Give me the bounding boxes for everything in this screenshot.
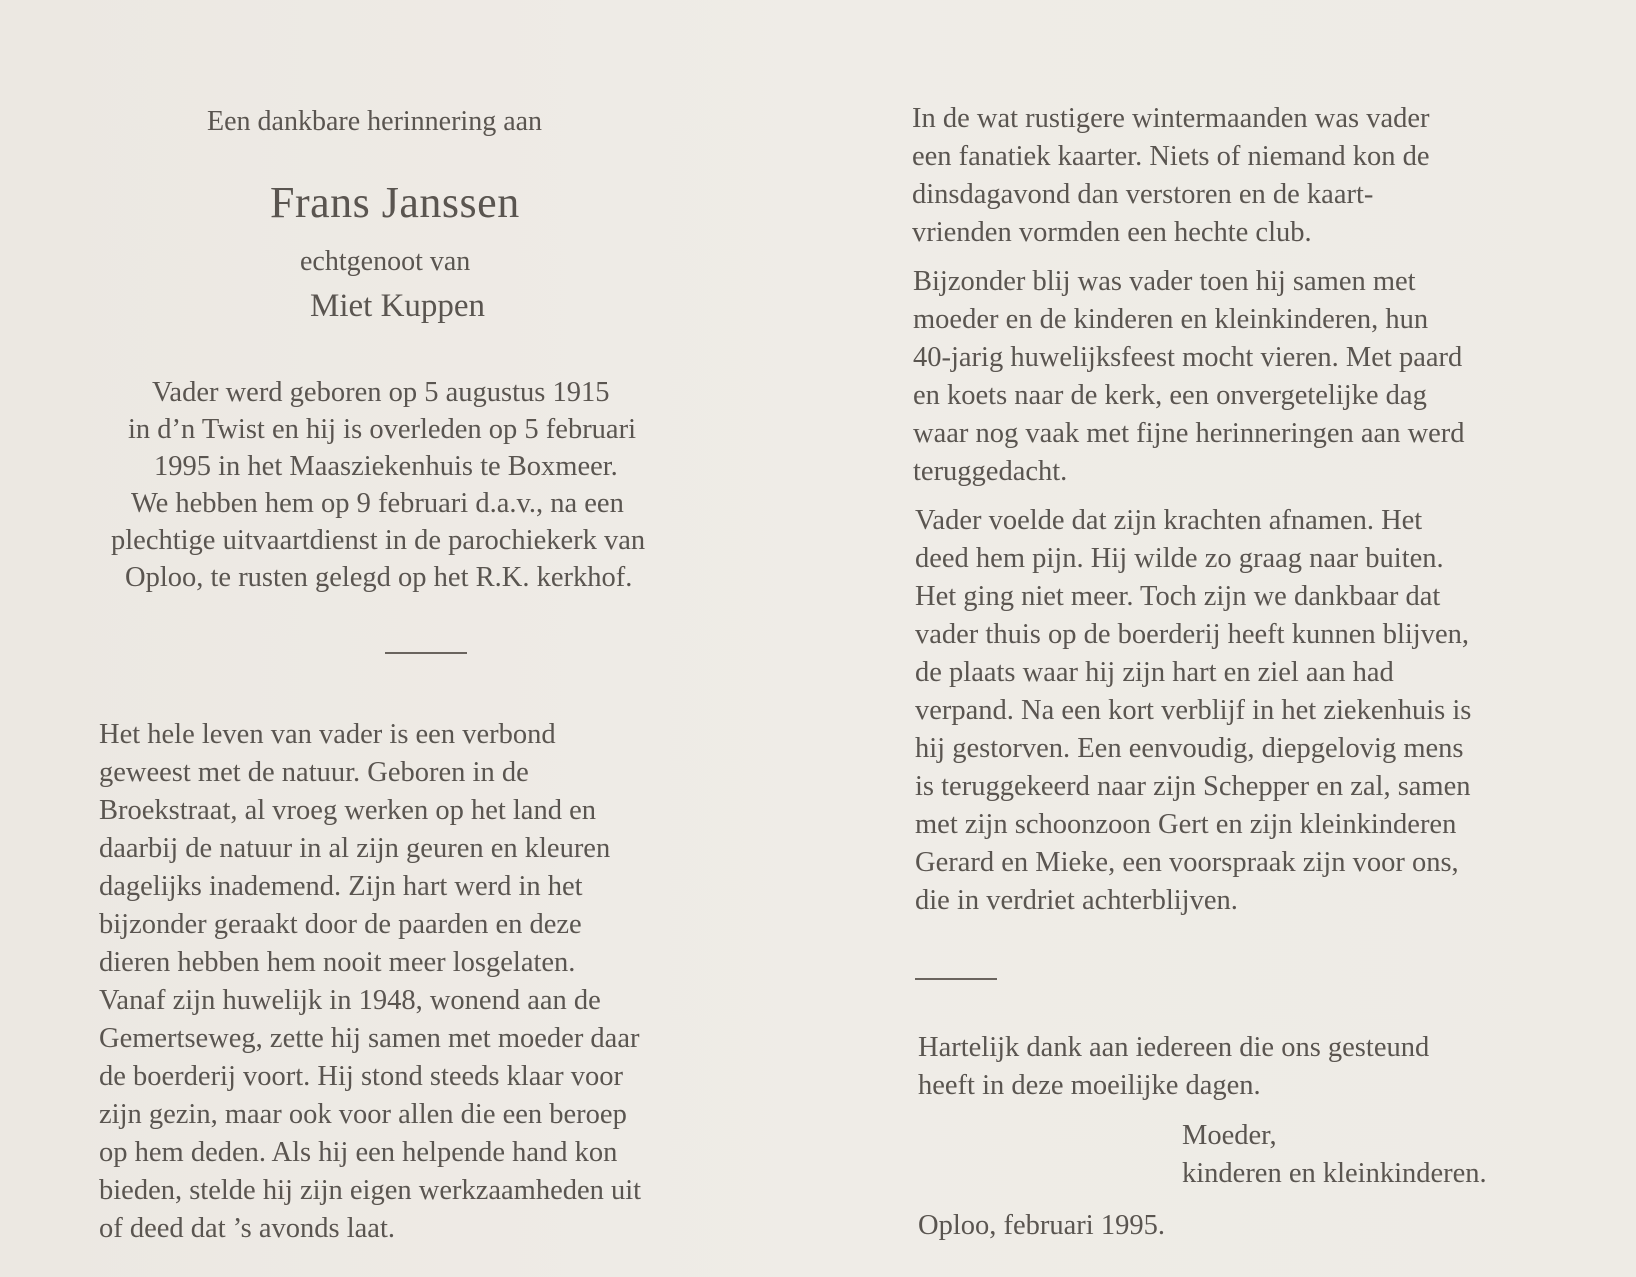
body-line: geweest met de natuur. Geboren in de bbox=[99, 757, 529, 788]
body-line: bieden, stelde hij zijn eigen werkzaamheden uit bbox=[99, 1175, 642, 1206]
body-line: In de wat rustigere wintermaanden was vader bbox=[912, 103, 1430, 134]
body-line: deed hem pijn. Hij wilde zo graag naar buiten. bbox=[915, 543, 1444, 574]
body-line: op hem deden. Als hij een helpende hand kon bbox=[99, 1137, 618, 1168]
bio-line: We hebben hem op 9 februari d.a.v., na een bbox=[131, 488, 624, 519]
body-line: de plaats waar hij zijn hart en ziel aan had bbox=[915, 657, 1394, 688]
relation-label: echtgenoot van bbox=[300, 246, 471, 277]
deceased-name: Frans Janssen bbox=[270, 178, 520, 227]
intro-line: Een dankbare herinnering aan bbox=[207, 106, 543, 137]
body-line: bijzonder geraakt door de paarden en deze bbox=[99, 909, 582, 940]
body-line: en koets naar de kerk, een onvergetelijke dag bbox=[913, 380, 1427, 411]
bio-line: plechtige uitvaartdienst in de parochiekerk van bbox=[111, 525, 646, 556]
body-line: Broekstraat, al vroeg werken op het land en bbox=[99, 795, 596, 826]
thanks-line: heeft in deze moeilijke dagen. bbox=[918, 1070, 1261, 1101]
body-line: Vader voelde dat zijn krachten afnamen. Het bbox=[915, 505, 1423, 536]
signature-line: Moeder, bbox=[1182, 1120, 1277, 1151]
bio-line: Vader werd geboren op 5 augustus 1915 bbox=[152, 377, 610, 408]
body-line: de boerderij voort. Hij stond steeds klaar voor bbox=[99, 1061, 623, 1092]
spouse-name: Miet Kuppen bbox=[310, 288, 486, 324]
body-line: moeder en de kinderen en kleinkinderen, hun bbox=[913, 304, 1429, 335]
body-line: daarbij de natuur in al zijn geuren en kleuren bbox=[99, 833, 611, 864]
bio-line: Oploo, te rusten gelegd op het R.K. kerkhof. bbox=[125, 562, 633, 593]
body-line: Gemertseweg, zette hij samen met moeder daar bbox=[99, 1023, 640, 1054]
body-line: vader thuis op de boerderij heeft kunnen blijven, bbox=[915, 619, 1469, 650]
body-line: Gerard en Mieke, een voorspraak zijn voor ons, bbox=[915, 847, 1459, 878]
body-line: is teruggekeerd naar zijn Schepper en zal, samen bbox=[915, 771, 1471, 802]
bio-line: in d’n Twist en hij is overleden op 5 februari bbox=[128, 414, 636, 445]
body-line: die in verdriet achterblijven. bbox=[915, 885, 1238, 916]
place-date: Oploo, februari 1995. bbox=[918, 1210, 1165, 1241]
body-line: dinsdagavond dan verstoren en de kaart- bbox=[912, 179, 1374, 210]
body-line: vrienden vormden een hechte club. bbox=[912, 217, 1312, 248]
body-line: Vanaf zijn huwelijk in 1948, wonend aan de bbox=[99, 985, 601, 1016]
bio-line: 1995 in het Maasziekenhuis te Boxmeer. bbox=[154, 451, 618, 482]
body-line: teruggedacht. bbox=[913, 456, 1068, 487]
body-line: waar nog vaak met fijne herinneringen aan werd bbox=[913, 418, 1465, 449]
body-line: dieren hebben hem nooit meer losgelaten. bbox=[99, 947, 576, 978]
signature-line: kinderen en kleinkinderen. bbox=[1182, 1158, 1487, 1189]
divider bbox=[385, 652, 467, 654]
divider bbox=[915, 978, 997, 980]
body-line: Het ging niet meer. Toch zijn we dankbaar dat bbox=[915, 581, 1441, 612]
body-line: met zijn schoonzoon Gert en zijn kleinkinderen bbox=[915, 809, 1457, 840]
body-line: 40-jarig huwelijksfeest mocht vieren. Met paard bbox=[913, 342, 1463, 373]
body-line: zijn gezin, maar ook voor allen die een beroep bbox=[99, 1099, 627, 1130]
body-line: een fanatiek kaarter. Niets of niemand kon de bbox=[912, 141, 1430, 172]
body-line: verpand. Na een kort verblijf in het ziekenhuis is bbox=[915, 695, 1472, 726]
body-line: hij gestorven. Een eenvoudig, diepgelovig mens bbox=[915, 733, 1464, 764]
body-line: Bijzonder blij was vader toen hij samen met bbox=[913, 266, 1416, 297]
body-line: of deed dat ’s avonds laat. bbox=[99, 1213, 395, 1244]
body-line: Het hele leven van vader is een verbond bbox=[99, 719, 556, 750]
thanks-line: Hartelijk dank aan iedereen die ons gesteund bbox=[918, 1032, 1430, 1063]
body-line: dagelijks inademend. Zijn hart werd in het bbox=[99, 871, 583, 902]
